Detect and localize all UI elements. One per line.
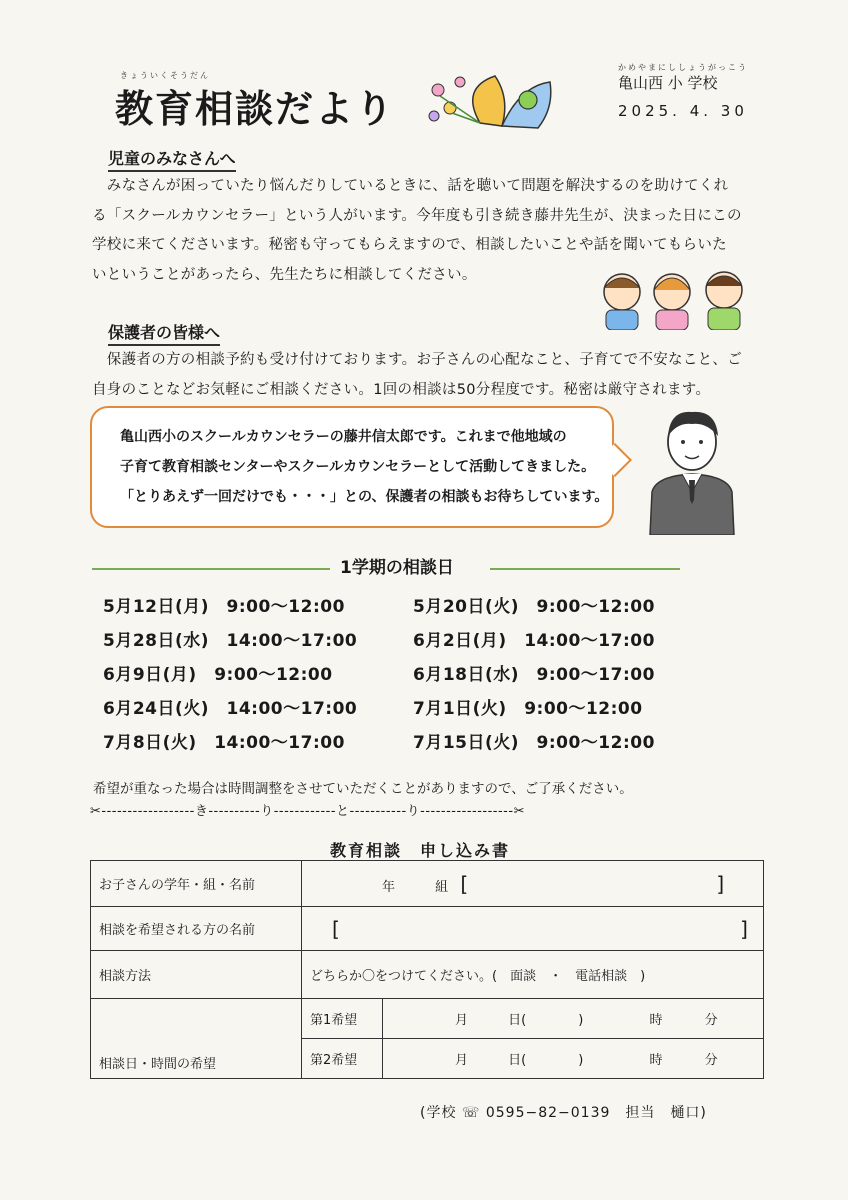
school-ruby: かめやまにししょうがっこう	[618, 63, 748, 72]
schedule-date: 7月15日(火) 9:00〜12:00	[413, 733, 655, 753]
first-choice-label: 第1希望	[302, 999, 383, 1039]
parents-heading: 保護者の皆様へ	[108, 320, 220, 346]
form-title: 教育相談 申し込み書	[330, 841, 511, 860]
schedule-date: 7月1日(火) 9:00〜12:00	[413, 699, 643, 719]
title-ruby: きょういくそうだん	[120, 71, 210, 80]
consultation-method-label: 相談方法	[91, 951, 302, 999]
schedule-date: 5月12日(月) 9:00〜12:00	[103, 597, 345, 617]
consultation-method-field[interactable]: どちらか〇をつけてください。( 面談 ・ 電話相談 )	[302, 951, 764, 999]
day-unit: 日( )	[508, 1053, 584, 1068]
minute-unit: 分	[704, 1013, 718, 1028]
grade-class-name-field[interactable]	[302, 861, 764, 907]
issue-date: 2025. 4. 30	[618, 102, 748, 120]
school-name: 亀山西 小 学校	[618, 74, 718, 92]
day-unit: 日( )	[508, 1013, 584, 1028]
month-unit: 月	[455, 1053, 469, 1068]
children-line: みなさんが困っていたり悩んだりしているときに、話を聴いて問題を解決するのを助けてくれ	[92, 178, 729, 194]
children-line: 学校に来てくださいます。秘密も守ってもらえますので、相談したいことや話を聞いてもらいた	[92, 237, 727, 253]
children-line: る「スクールカウンセラー」という人がいます。今年度も引き続き藤井先生が、決まった日にこの	[92, 207, 742, 224]
cut-line: ✂------------------き----------り------------と-----------り------------------✂	[90, 804, 525, 819]
decorative-vine-right	[490, 558, 680, 570]
counselor-portrait	[642, 400, 742, 535]
children-heading: 児童のみなさんへ	[108, 146, 236, 172]
second-choice-field[interactable]	[383, 1039, 764, 1079]
class-unit: 組	[435, 879, 449, 895]
grade-class-name-label: お子さんの学年・組・名前	[91, 861, 302, 907]
schedule-date: 5月28日(水) 14:00〜17:00	[103, 631, 358, 651]
schedule-date: 6月18日(水) 9:00〜17:00	[413, 665, 655, 685]
counselor-line: 亀山西小のスクールカウンセラーの藤井信太郎です。これまで他地域の	[120, 429, 567, 445]
decorative-vine-left	[92, 558, 330, 570]
second-choice-label: 第2希望	[302, 1039, 383, 1079]
page-title: 教育相談だより	[115, 87, 396, 131]
bracket-open: [	[332, 916, 340, 941]
children-line: いということがあったら、先生たちに相談してください。	[92, 266, 477, 283]
schedule-date: 6月9日(月) 9:00〜12:00	[103, 665, 333, 685]
parents-message	[92, 346, 772, 405]
parents-line: 自身のことなどお気軽にご相談ください。1回の相談は50分程度です。秘密は厳守されます。	[92, 381, 711, 398]
first-choice-field[interactable]	[383, 999, 764, 1039]
schedule-date: 5月20日(火) 9:00〜12:00	[413, 597, 655, 617]
children-illustration	[590, 262, 760, 330]
grade-unit: 年	[382, 879, 396, 895]
application-form	[90, 860, 764, 1079]
month-unit: 月	[455, 1013, 469, 1028]
contact-footer: (学校 ☏ 0595−82−0139 担当 樋口)	[420, 1105, 707, 1121]
bracket-close: ]	[716, 871, 725, 896]
hour-unit: 時	[649, 1053, 663, 1068]
bracket-close: ]	[740, 916, 748, 941]
applicant-name-label: 相談を希望される方の名前	[91, 907, 302, 951]
minute-unit: 分	[704, 1053, 718, 1068]
applicant-name-field[interactable]	[302, 907, 764, 951]
schedule-title: 1学期の相談日	[340, 558, 454, 578]
counselor-line: 子育て教育相談センターやスクールカウンセラーとして活動してきました。	[120, 459, 596, 475]
schedule-date: 6月24日(火) 14:00〜17:00	[103, 699, 358, 719]
preferred-datetime-label: 相談日・時間の希望	[91, 999, 302, 1079]
counselor-line: 「とりあえず一回だけでも・・・」との、保護者の相談もお待ちしています。	[120, 489, 609, 505]
bracket-open: [	[460, 871, 469, 896]
parents-line: 保護者の方の相談予約も受け付けております。お子さんの心配なこと、子育てで不安なこと、ご	[92, 352, 743, 368]
schedule-date: 6月2日(月) 14:00〜17:00	[413, 631, 655, 651]
book-flower-illustration	[420, 68, 560, 130]
schedule-note: 希望が重なった場合は時間調整をさせていただくことがありますので、ご了承ください。	[93, 781, 633, 797]
schedule-date: 7月8日(火) 14:00〜17:00	[103, 733, 345, 753]
hour-unit: 時	[649, 1013, 663, 1028]
